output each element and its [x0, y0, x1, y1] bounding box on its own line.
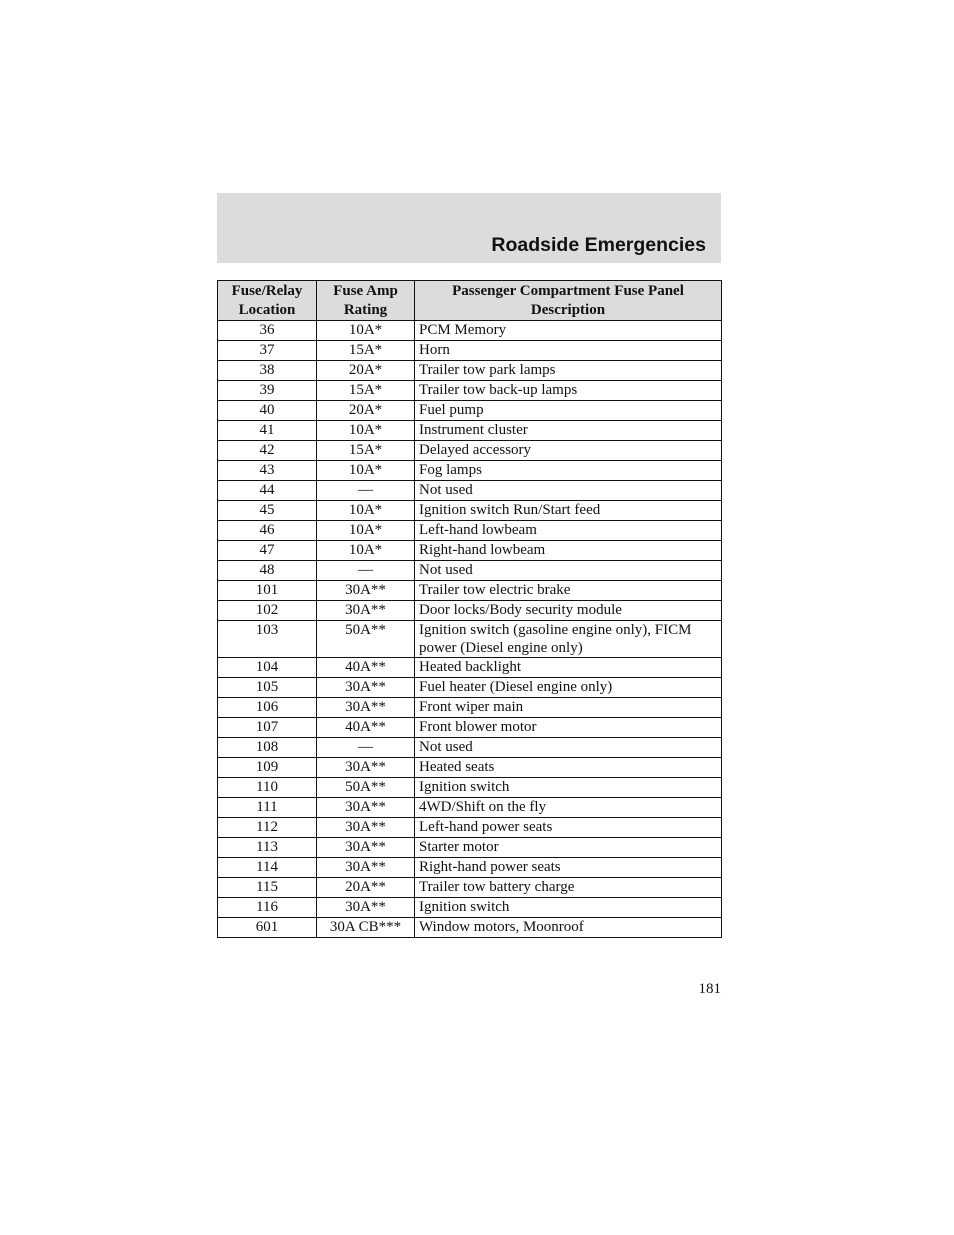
- fuse-description-cell: Fuel pump: [415, 401, 722, 421]
- table-row: [218, 758, 722, 778]
- fuse-location-cell: 102: [218, 601, 317, 621]
- fuse-description-cell: Right-hand power seats: [415, 858, 722, 878]
- table-row: [218, 581, 722, 601]
- fuse-rating-cell: 20A**: [317, 878, 415, 898]
- fuse-location-cell: 46: [218, 521, 317, 541]
- fuse-rating-cell: 30A**: [317, 898, 415, 918]
- fuse-description-cell: Trailer tow electric brake: [415, 581, 722, 601]
- fuse-rating-cell: —: [317, 738, 415, 758]
- fuse-description-cell: Fuel heater (Diesel engine only): [415, 678, 722, 698]
- fuse-location-cell: 101: [218, 581, 317, 601]
- fuse-location-cell: 103: [218, 621, 317, 658]
- table-row: [218, 441, 722, 461]
- fuse-rating-cell: 30A**: [317, 758, 415, 778]
- fuse-location-cell: 111: [218, 798, 317, 818]
- fuse-description-cell: Not used: [415, 738, 722, 758]
- fuse-location-cell: 601: [218, 918, 317, 938]
- fuse-description-cell: Ignition switch (gasoline engine only), FICM power (Diesel engine only): [415, 621, 722, 658]
- fuse-location-cell: 109: [218, 758, 317, 778]
- table-row: [218, 658, 722, 678]
- column-header-description: Passenger Compartment Fuse Panel Description: [415, 281, 722, 321]
- fuse-rating-cell: 15A*: [317, 441, 415, 461]
- page-number: 181: [698, 981, 721, 997]
- fuse-description-cell: Fog lamps: [415, 461, 722, 481]
- fuse-description-cell: Not used: [415, 481, 722, 501]
- table-row: [218, 601, 722, 621]
- fuse-rating-cell: 10A*: [317, 541, 415, 561]
- table-row: [218, 521, 722, 541]
- fuse-description-cell: Trailer tow back-up lamps: [415, 381, 722, 401]
- table-row: [218, 501, 722, 521]
- table-row: [218, 321, 722, 341]
- column-header-location: Fuse/Relay Location: [218, 281, 317, 321]
- table-row: [218, 918, 722, 938]
- fuse-location-cell: 36: [218, 321, 317, 341]
- fuse-description-cell: Window motors, Moonroof: [415, 918, 722, 938]
- fuse-description-cell: Front blower motor: [415, 718, 722, 738]
- fuse-description-cell: Left-hand power seats: [415, 818, 722, 838]
- fuse-location-cell: 108: [218, 738, 317, 758]
- fuse-rating-cell: 30A**: [317, 698, 415, 718]
- fuse-table-body: [218, 321, 722, 938]
- table-row: [218, 838, 722, 858]
- fuse-location-cell: 107: [218, 718, 317, 738]
- table-row: [218, 818, 722, 838]
- fuse-description-cell: Heated seats: [415, 758, 722, 778]
- section-title: Roadside Emergencies: [491, 234, 706, 256]
- fuse-rating-cell: 10A*: [317, 321, 415, 341]
- fuse-location-cell: 41: [218, 421, 317, 441]
- fuse-rating-cell: 20A*: [317, 361, 415, 381]
- table-row: [218, 541, 722, 561]
- fuse-rating-cell: 30A**: [317, 798, 415, 818]
- fuse-rating-cell: 30A CB***: [317, 918, 415, 938]
- fuse-location-cell: 45: [218, 501, 317, 521]
- table-row: [218, 561, 722, 581]
- fuse-rating-cell: 10A*: [317, 461, 415, 481]
- fuse-rating-cell: 20A*: [317, 401, 415, 421]
- fuse-rating-cell: 30A**: [317, 858, 415, 878]
- table-row: [218, 718, 722, 738]
- fuse-rating-cell: 50A**: [317, 778, 415, 798]
- table-row: [218, 421, 722, 441]
- fuse-location-cell: 105: [218, 678, 317, 698]
- table-row: [218, 698, 722, 718]
- table-row: [218, 341, 722, 361]
- fuse-location-cell: 104: [218, 658, 317, 678]
- fuse-location-cell: 38: [218, 361, 317, 381]
- fuse-rating-cell: 30A**: [317, 818, 415, 838]
- fuse-rating-cell: 10A*: [317, 521, 415, 541]
- table-row: [218, 461, 722, 481]
- fuse-description-cell: Ignition switch: [415, 898, 722, 918]
- table-row: [218, 858, 722, 878]
- fuse-rating-cell: —: [317, 561, 415, 581]
- fuse-description-cell: PCM Memory: [415, 321, 722, 341]
- fuse-description-cell: Heated backlight: [415, 658, 722, 678]
- fuse-rating-cell: 10A*: [317, 421, 415, 441]
- fuse-description-cell: Starter motor: [415, 838, 722, 858]
- fuse-rating-cell: 30A**: [317, 838, 415, 858]
- table-row: [218, 798, 722, 818]
- fuse-description-cell: Right-hand lowbeam: [415, 541, 722, 561]
- fuse-rating-cell: 15A*: [317, 381, 415, 401]
- fuse-description-cell: Horn: [415, 341, 722, 361]
- column-header-rating: Fuse Amp Rating: [317, 281, 415, 321]
- fuse-rating-cell: 40A**: [317, 718, 415, 738]
- table-row: [218, 778, 722, 798]
- fuse-rating-cell: 15A*: [317, 341, 415, 361]
- table-row: [218, 361, 722, 381]
- fuse-description-cell: Ignition switch Run/Start feed: [415, 501, 722, 521]
- fuse-location-cell: 115: [218, 878, 317, 898]
- fuse-location-cell: 42: [218, 441, 317, 461]
- table-row: [218, 381, 722, 401]
- table-row: [218, 738, 722, 758]
- fuse-description-cell: Front wiper main: [415, 698, 722, 718]
- fuse-location-cell: 106: [218, 698, 317, 718]
- table-row: [218, 898, 722, 918]
- fuse-rating-cell: 10A*: [317, 501, 415, 521]
- table-row: [218, 678, 722, 698]
- fuse-location-cell: 39: [218, 381, 317, 401]
- table-row: [218, 878, 722, 898]
- section-header-band: [217, 193, 721, 263]
- fuse-description-cell: Delayed accessory: [415, 441, 722, 461]
- fuse-table: [217, 280, 722, 938]
- fuse-description-cell: Instrument cluster: [415, 421, 722, 441]
- fuse-location-cell: 40: [218, 401, 317, 421]
- fuse-description-cell: Left-hand lowbeam: [415, 521, 722, 541]
- fuse-location-cell: 37: [218, 341, 317, 361]
- fuse-location-cell: 43: [218, 461, 317, 481]
- fuse-location-cell: 114: [218, 858, 317, 878]
- table-row: [218, 481, 722, 501]
- table-header-row: [218, 281, 722, 321]
- fuse-rating-cell: —: [317, 481, 415, 501]
- fuse-location-cell: 113: [218, 838, 317, 858]
- fuse-location-cell: 44: [218, 481, 317, 501]
- fuse-rating-cell: 30A**: [317, 581, 415, 601]
- fuse-rating-cell: 50A**: [317, 621, 415, 658]
- fuse-rating-cell: 30A**: [317, 678, 415, 698]
- fuse-description-cell: Ignition switch: [415, 778, 722, 798]
- fuse-rating-cell: 40A**: [317, 658, 415, 678]
- fuse-description-cell: Not used: [415, 561, 722, 581]
- fuse-location-cell: 116: [218, 898, 317, 918]
- fuse-description-cell: Trailer tow battery charge: [415, 878, 722, 898]
- fuse-location-cell: 48: [218, 561, 317, 581]
- fuse-location-cell: 47: [218, 541, 317, 561]
- fuse-location-cell: 110: [218, 778, 317, 798]
- fuse-rating-cell: 30A**: [317, 601, 415, 621]
- fuse-location-cell: 112: [218, 818, 317, 838]
- fuse-description-cell: 4WD/Shift on the fly: [415, 798, 722, 818]
- table-row: [218, 401, 722, 421]
- fuse-description-cell: Door locks/Body security module: [415, 601, 722, 621]
- fuse-description-cell: Trailer tow park lamps: [415, 361, 722, 381]
- table-row: [218, 621, 722, 658]
